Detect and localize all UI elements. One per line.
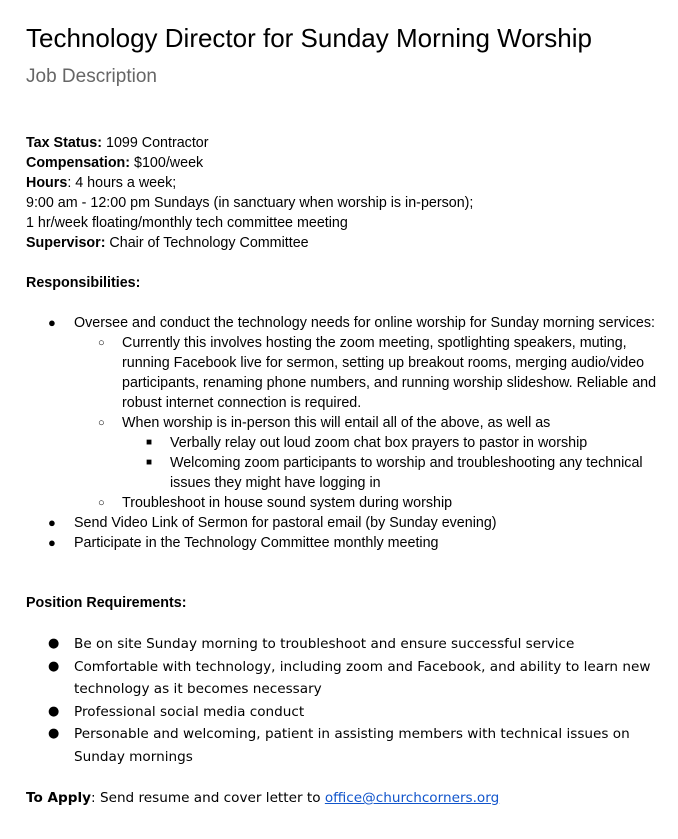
compensation-label: Compensation: xyxy=(26,155,131,171)
bullet-disc-icon: ● xyxy=(48,658,60,674)
list-item: ● Oversee and conduct the technology needs for online worship for Sunday morning services: xyxy=(48,315,655,331)
list-item: ● Send Video Link of Sermon for pastoral email (by Sunday evening) xyxy=(48,515,497,531)
job-info xyxy=(26,133,473,253)
supervisor-label: Supervisor: xyxy=(26,235,106,251)
compensation-line xyxy=(26,153,473,173)
compensation-value: $100/week xyxy=(130,155,204,171)
list-item: ● Participate in the Technology Committee monthly meeting xyxy=(48,535,439,551)
apply-label: To Apply xyxy=(26,790,92,806)
hours-value: : 4 hours a week; xyxy=(67,175,177,191)
list-item: ○ When worship is in-person this will entail all of the above, as well as xyxy=(98,415,551,431)
bullet-disc-icon: ● xyxy=(48,515,56,530)
bullet-disc-icon: ● xyxy=(48,703,60,719)
list-item: ● Comfortable with technology, including zoom and Facebook, and ability to learn new technology as it becomes necessary xyxy=(26,656,666,701)
page-title: Technology Director for Sunday Morning Worship xyxy=(26,23,593,53)
list-item: ● Professional social media conduct xyxy=(26,701,666,724)
apply-email-link[interactable]: office@churchcorners.org xyxy=(324,790,500,806)
bullet-circle-icon: ○ xyxy=(98,497,105,509)
tax-status-line xyxy=(26,133,473,153)
bullet-disc-icon: ● xyxy=(48,315,56,330)
list-item: ○ Currently this involves hosting the zoom meeting, spotlighting speakers, muting, running Facebook live for sermon, setting up breakout rooms, merging audio/video participants, renaming phone numbers, and running worship slideshow. Reliable and robust internet connection is required. xyxy=(98,335,657,411)
list-item: ■ Welcoming zoom participants to worship and troubleshooting any technical issues they might have logging in xyxy=(146,455,643,491)
bullet-disc-icon: ● xyxy=(48,535,56,550)
bullet-circle-icon: ○ xyxy=(98,417,105,429)
list-item: ○ Troubleshoot in house sound system during worship xyxy=(98,495,453,511)
tax-status-label: Tax Status: xyxy=(26,135,103,151)
requirements-heading: Position Requirements: xyxy=(26,595,187,611)
bullet-disc-icon: ● xyxy=(48,636,60,651)
list-item: ■ Verbally relay out loud zoom chat box prayers to pastor in worship xyxy=(146,435,588,451)
apply-line xyxy=(26,788,499,808)
responsibilities-list xyxy=(26,313,666,553)
bullet-square-icon: ■ xyxy=(146,437,153,448)
hours-line-2: 9:00 am - 12:00 pm Sundays (in sanctuary when worship is in-person); xyxy=(26,195,474,211)
responsibilities-heading: Responsibilities: xyxy=(26,275,141,291)
bullet-disc-icon: ● xyxy=(48,726,60,741)
requirements-list xyxy=(26,633,666,768)
tax-status-value: 1099 Contractor xyxy=(102,135,209,151)
page-subtitle: Job Description xyxy=(26,66,157,87)
bullet-square-icon: ■ xyxy=(146,457,153,468)
supervisor-line xyxy=(26,233,473,253)
list-item: ● Be on site Sunday morning to troubleshoot and ensure successful service xyxy=(26,633,666,656)
bullet-circle-icon: ○ xyxy=(98,337,105,349)
apply-text: : Send resume and cover letter to xyxy=(91,790,325,806)
hours-line-3: 1 hr/week floating/monthly tech committee meeting xyxy=(26,215,348,231)
supervisor-value: Chair of Technology Committee xyxy=(105,235,309,251)
hours-line xyxy=(26,173,473,193)
list-item: ● Personable and welcoming, patient in assisting members with technical issues on Sunday mornings xyxy=(26,723,666,768)
hours-label: Hours xyxy=(26,175,68,191)
